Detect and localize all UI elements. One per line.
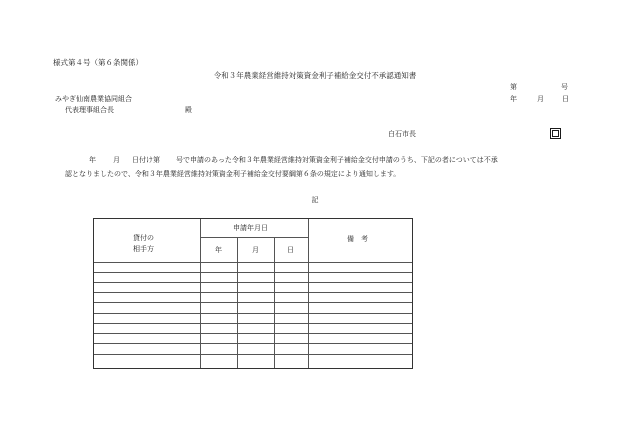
table-row [94, 292, 412, 293]
body-month: 月 [113, 156, 120, 164]
body-paragraph-line-2: 認となりましたので、令和３年農業経営維持対策資金利子補給金交付要綱第６条の規定により通知します。 [65, 170, 401, 178]
table-row [94, 354, 412, 355]
record-table [93, 218, 413, 369]
table-row [94, 282, 412, 283]
ki-heading: 記 [311, 196, 319, 204]
table-hline-subheader [200, 237, 308, 238]
header-year: 年 [215, 246, 222, 254]
body-line1-rest: 号で申請のあった令和３年農業経営維持対策資金利子補給金交付申請のうち、下記の者については不承 [176, 156, 498, 164]
addressee-organization: みやぎ仙南農業協同組合 [55, 95, 132, 103]
addressee-title: 代表理事組合長 [65, 106, 114, 114]
seal-stamp-icon [550, 128, 561, 139]
table-row [94, 323, 412, 324]
header-borrower-line1: 貸付の [133, 234, 154, 242]
addressee-honorific: 殿 [185, 106, 192, 114]
form-number: 様式第４号（第６条関係） [53, 58, 143, 67]
table-row [94, 333, 412, 334]
table-row [94, 302, 412, 303]
reference-number-suffix: 号 [561, 83, 568, 91]
table-hline-header-bottom [94, 262, 412, 263]
body-year: 年 [89, 156, 96, 164]
date-day: 日 [562, 95, 569, 103]
date-year: 年 [510, 95, 517, 103]
table-vline-borrower [200, 219, 201, 368]
sender-name: 白石市長 [388, 130, 416, 138]
header-month: 月 [252, 246, 259, 254]
body-paragraph-line-1 [53, 157, 498, 164]
seal-inner-frame [552, 130, 559, 137]
table-row [94, 313, 412, 314]
reference-number-prefix: 第 [510, 83, 517, 91]
header-borrower-line2: 相手方 [133, 245, 154, 253]
header-application-date: 申請年月日 [233, 224, 268, 232]
body-day-ref: 日付け第 [132, 156, 160, 164]
document-title: 令和３年農業経営維持対策資金利子補給金交付不承認通知書 [213, 71, 417, 80]
table-row [94, 272, 412, 273]
header-day: 日 [287, 246, 294, 254]
table-row [94, 343, 412, 344]
date-month: 月 [537, 95, 544, 103]
table-vline-day [308, 219, 309, 368]
header-remarks: 備 考 [347, 235, 368, 243]
